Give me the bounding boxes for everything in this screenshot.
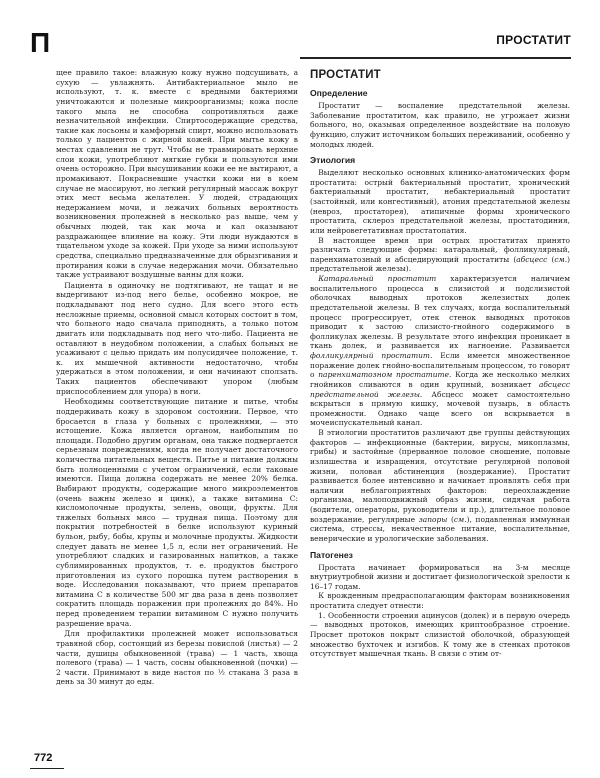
page-number: 772 bbox=[34, 752, 53, 764]
follicular-prostatitis-term: фолликулярный простатит bbox=[310, 351, 430, 360]
left-column bbox=[56, 68, 298, 687]
etiology-p4-text-b: ), подавленная иммунная система, стрессы, некачественное питание, воспалительные, венерические и урологические заболевания. bbox=[310, 514, 570, 543]
etiology-p2-text: В настоящее время при острых простатитах принято различать следующие формы: катаральный, фолликулярный, паренхиматозный и абсцедирующий простатиты ( bbox=[310, 235, 570, 264]
section-letter: П bbox=[30, 27, 51, 58]
see-reference: см. bbox=[554, 254, 568, 264]
pathogenesis-heading: Патогенез bbox=[310, 549, 353, 560]
pathogenesis-paragraph-1: Простата начинает формироваться на 3-м месяце внутриутробной жизни и достигает физиологической зрелости к 16–17 годам. bbox=[310, 562, 570, 591]
see-reference-2: см. bbox=[453, 514, 467, 524]
etiology-p3-text-c: . Когда же несколько мелких гнойников сливаются в один крупный, возникает bbox=[310, 370, 570, 389]
etiology-paragraph-2 bbox=[310, 236, 570, 275]
etiology-paragraph-4 bbox=[310, 428, 570, 544]
left-paragraph-1: щее правило такое: влажную кожу нужно подсушивать, а сухую — увлажнять. Антибактериальное мыло не используют, т. к. вместе с вредными бактериями уничтожаются и полезные микроорганизмы; кожа после такого мыла не способна сопротивляться даже незначительной инфекции. Спиртосодержащие средства, такие как лосьоны и камфорный спирт, можно использовать только у пациентов с жирной кожей. При мытье кожу в местах сдавления не трут. Чтобы не травмировать верхние слои кожи, употребляют мягкие губки и пользуются ими очень осторожно. При высушивании кожи ее не вытирают, а промакивают. Покрасневшие участки кожи ни в коем случае не массируют, но легкий регулярный массаж вокруг этих мест весьма желателен. У людей, страдающих недержанием мочи, и лежачих больных вероятность возникновения пролежней в несколько раз выше, чем у обычных людей, так как моча и кал оказывают раздражающее влияние на кожу. Эти люди нуждаются в тщательном уходе за кожей. При уходе за ними используют средства, специально предназначенные для обрызгивания и протирания кожи в случае недержания мочи. Обязательно также устраивают воздушные ванны для кожи. bbox=[56, 68, 298, 280]
page-number-rule bbox=[30, 768, 64, 769]
etiology-heading: Этиология bbox=[310, 155, 356, 166]
left-paragraph-3: Необходимы соответствующие питание и питье, чтобы поддерживать кожу в здоровом состоянии. Первое, что бросается в глаза у больных с пролежнями, — это истощение. Кожа является органом, наиболыпим по площади. Подобно другим органам, она также подвергается серьезным повреждениям, когда не получает достаточного количества питательных веществ. Питье и питание должны быть полноценными с учетом ограничений, если таковые имеются. Пища должна содержать не менее 20% белка. Выбирают продукты, содержащие много микроэлементов (очень важны железо и цинк), а также витамина С: кисломолочные продукты, зелень, овощи, фрукты. Для тяжелых больных мясо — трудная пища. Поэтому для покрытия потребностей в белке используют куриный бульон, рыбу, бобы, крупы и молочные продукты. Жидкости следует давать не менее 1,5 л, если нет ограничений. Не употребляют сладких и газированных напитков, а также сублимированных продуктов, т. е. продуктов быстрого приготовления из сухого порошка путем растворения в воде. Исследования показывают, что прием препаратов витамина С в количестве 500 мг два раза в день позволяет сократить площадь поражения при пролежнях до 84%. Но перед проведением терапии витамином С нужно получить разрешение врача. bbox=[56, 397, 298, 628]
etiology-paragraph-3 bbox=[310, 274, 570, 428]
left-paragraph-4: Для профилактики пролежней может использоваться травяной сбор, состоящий из березы повислой (листья) — 2 части, душицы обыкновенной (трава) — 1 часть, хвоща полевого (трава) — 1 часть, сосны обыкновенной (почки) — 2 части. Принимают в виде настоя по ½ стакана 3 раза в день за 30 минут до еды. bbox=[56, 629, 298, 687]
etiology-p2-ref-suffix: ( bbox=[547, 254, 555, 264]
definition-heading: Определение bbox=[310, 88, 368, 98]
right-column bbox=[310, 68, 570, 659]
etiology-p3-text-d: . Абсцесс может самостоятельно вскрыться в прямую кишку, мочевой пузырь, в область промежности. Однако чаще всего он вскрывается в мочеиспускательный канал. bbox=[310, 389, 570, 428]
pathogenesis-paragraph-2: К врожденным предрасполагающим факторам возникновения простатита следует отнести: bbox=[310, 591, 570, 610]
etiology-p2-tail: ) предстательной железы). bbox=[310, 254, 570, 274]
prostate-abscess-term: абсцесс предстательной железы bbox=[310, 379, 570, 399]
etiology-p4-text-a: В этиологии простатитов различают две группы действующих факторов — инфекционные (бактерии, вирусы, микоплазмы, грибы) и застойные (прерванное половое сношение, половые излишества и извращения, отсутствие регулярной половой жизни, половая абстиненция (воздержание). Простатит развивается более интенсивно и начинает проявлять себя при наличии неблагоприятных факторов: переохлаждение организма, малоподвижный образ жизни, сидячая работа (водители, операторы, руководители и пр.), длительное половое воздержание, регулярные bbox=[310, 428, 570, 524]
left-paragraph-2: Пациента в одиночку не подтягивают, не тащат и не выдергивают из-под него белье, особенно мокрое, не подкладывают под него судно. Для всего этого есть несложные приемы, основной смысл которых состоит в том, что больного надо сначала приподнять, а только потом двигать или подкладывать под него что-либо. Пациента не оставляют в неудобном положении, а слабых больных не усаживают с целью придать им полусидячее положение, т. к. их мышечной активности недостаточно, чтобы удержаться в этом положении, и они начинают сползать. Таких пациентов обеспечивают упором (любым приспособлением для упора) в ноги. bbox=[56, 280, 298, 396]
pathogenesis-paragraph-3: 1. Особенности строения ацинусов (долек) и в первую очередь — выводных протоков, имеющих криптообразное строение. Просвет протоков покрыт слизистой оболочкой, образующей множество бухточек и изгибов. К тому же в стенках протоков отсутствует мышечная ткань. В связи с этим от- bbox=[310, 610, 570, 659]
article-title: ПРОСТАТИТ bbox=[310, 69, 381, 81]
constipation-term: запоры bbox=[418, 514, 448, 524]
etiology-p4-mid: ( bbox=[447, 514, 454, 524]
parenchymatous-prostatitis-term: паренхиматозном простатите bbox=[318, 370, 449, 380]
etiology-p3-text-a: характеризуется наличием воспалительного процесса в слизистой и подслизистой оболочках выводных протоков железистых долек предстательной железы. В тех случаях, когда воспалительный процесс прогрессирует, отек стенок выводных протоков приводит к застою слизисто-гнойного содержимого в фолликулах железы. В результате этого инфекция проникает в ткань долек, и развивается их нагноение. Развивается bbox=[310, 274, 570, 351]
etiology-p3-text-b: . Если имеется множественное поражение долек гнойно-воспалительным процессом, то говорят о bbox=[310, 351, 570, 380]
header-rule bbox=[300, 57, 571, 59]
etiology-paragraph-1: Выделяют несколько основных клинико-анатомических форм простатита: острый бактериальный простатит, хронический бактериальный простатит, небактериальный простатит (застойный, или конгестивный), атония предстательной железы (невроз, простаторея), атипичные формы хронического простатита, склероз предстательной железы, простатодиния, или нейровегетативная простатопатия. bbox=[310, 168, 570, 235]
abscess-reference: абсцесс bbox=[516, 254, 548, 264]
catarrhal-prostatitis-term: Катаральный простатит bbox=[318, 274, 437, 283]
definition-text: Простатит — воспаление предстательной железы. Заболевание простатитом, как правило, не угрожает жизни больного, но, оказывая определенное воздействие на половую функцию, служит источником больших переживаний, особенно у молодых людей. bbox=[310, 101, 570, 149]
running-title: ПРОСТАТИТ bbox=[496, 33, 571, 47]
